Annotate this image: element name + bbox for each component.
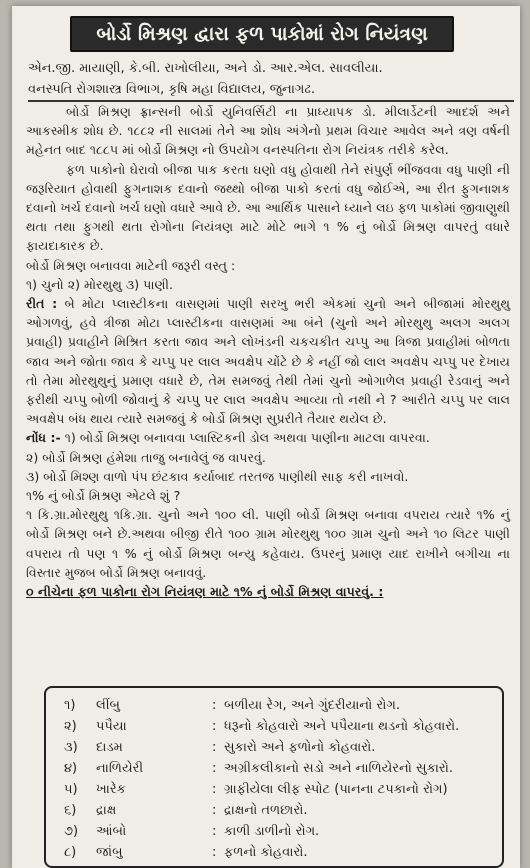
table-row <box>64 801 494 821</box>
fruit-name: આંબો <box>96 824 127 839</box>
fruit-name: પપૈયા <box>96 719 127 734</box>
disease-name: દ્રાક્ષનો તળછારો. <box>224 803 308 818</box>
document-page <box>12 6 520 868</box>
disease-name: બળીયા રેગ, અને ગુંદરીયાનો રોગ. <box>224 698 400 713</box>
author-names: એન.જી. માયાણી, કે.બી. રાખોલીયા, અને ડો. આર.એલ. સાવલીયા. <box>28 61 383 76</box>
row-number: ૬) <box>64 803 77 818</box>
disease-name: ગ્રાફીયેલા લીફ સ્પોટ (પાનના ટપકાનો રોગ) <box>224 782 448 797</box>
separator: : <box>212 740 217 755</box>
separator: : <box>212 845 217 860</box>
answer-paragraph: ૧ કિ.ગ્રા.મોરથુથુ ૧કિ.ગ્રા. ચુનો અને ૧૦૦ લી. પાણી બોર્ડો મિશ્રણ બનાવા વપરાય ત્યારે ૧% નું બોર્ડો મિશ્રણ બને છે.અથવા બીજી રીતે ૧૦૦ ગ્રામ મોરથુથુ ૧૦૦ ગ્રામ ચુનો અને ૧૦ લિટર પાણી વપરાય તો પણ ૧ % નું બોર્ડો મિશ્રણ બન્યુ કહેવાય. ઉપરનું પ્રમાણ યાદ રાખીને બગીચા ના વિસ્તાર મુજબ બોર્ડો મિશ્રણ બનાવવું. <box>26 507 511 580</box>
method-paragraph <box>26 294 510 428</box>
note-label: નોંધ :- <box>26 430 61 446</box>
intro-paragraph: બોર્ડો મિશ્રણ ફ્રાન્સની બોર્ડો યુનિવર્સિટી ના પ્રાધ્યાપક ડો. મીલાર્ડેટની આદર્શ અને આકસ્મીક શોધ છે. ૧૮૮૨ ની સાલમાં તેને આ શોધ અંગેનો પ્રથમ વિચાર આવેલ અને ત્રણ વર્ષની મહેનત બાદ ૧૮૮૫ માં બોર્ડો મિશ્રણ નો ઉપયોગ વનસ્પતિના રોગ નિયંત્રક તરીકે કરેલ. <box>26 104 510 158</box>
separator: : <box>212 803 217 818</box>
disease-name: ધરૂનો કોહવારો અને પપૈયાના થડનો કોહવારો. <box>224 719 460 734</box>
fruit-name: દાડમ <box>96 740 123 755</box>
requirements-list: ૧) ચુનો ૨) મોરથુથુ ૩) પાણી. <box>26 276 174 292</box>
separator: : <box>212 782 217 797</box>
row-number: ૩) <box>64 740 78 755</box>
fruit-name: નાળિયેરી <box>96 761 144 776</box>
fruit-name: જાંબુ <box>96 845 123 860</box>
fruit-disease-table <box>44 686 504 868</box>
economics-paragraph: ફળ પાકોનો ઘેરાવો બીજા પાક કરતા ઘણો વધુ હોવાથી તેને સંપુર્ણ ભીંજવવા વધુ પાણી ની જરૂરિયાત હોવાથી ફુગનાશક દવાનો જથ્થો બીજા પાકો કરતાં વધુ જોઈએ, આ રીત ફુગનાશક દવાનો ખર્ચ દવાનો ખર્ચ ઘણો વધારે આવે છે. આ આર્થિક પાસાને ધ્યાને લઇ ફળ પાકોમાં જીવાણુથી થતા તથા ફુગથી થતા રોગોના નિયંત્રણ માટે મોટે ભાગે ૧ % નું બોર્ડો મિશ્રણ વાપરતું વધારે ફાયદાકારક છે. <box>26 161 510 254</box>
table-row <box>64 759 494 779</box>
separator: : <box>212 719 217 734</box>
table-row <box>64 696 494 716</box>
note-3: ૩) બોર્ડો મિશ્ણ વાળો પંપ છંટકાવ કર્યાબાદ તરતજ પાણીથી સાફ કરી નાખવો. <box>26 468 409 484</box>
table-row <box>64 843 494 863</box>
article-body <box>26 102 510 601</box>
table-row <box>64 717 494 737</box>
author-block <box>28 58 518 100</box>
row-number: ૮) <box>64 845 77 860</box>
note-1 <box>26 428 510 447</box>
row-number: ૪) <box>64 761 78 776</box>
requirements-heading: બોર્ડો મિશ્રણ બનાવવા માટેની જરૂરી વસ્તુ : <box>26 257 236 273</box>
method-text: બે મોટા પ્લાસ્ટીકના વાસણમાં પાણી સરખુ ભરી એકમાં ચુનો અને બીજામાં મોરથુથુ ઓગળવું, હવે ત્રીજા મોટા પ્લાસ્ટીકના વાસણમાં આ બંને (ચુનો અને મોરથુથુ અલગ અલગ પ્રવાહી) પ્રવાહીને મિશ્રિત કરતા જાવ અને લોખંડની ચકચકીત ચપ્પુ આ ત્રિજા પ્રવાહીમાં બોળતા જાવ અને જોતા જાવ કે ચપ્પુ પર લાલ અવક્ષેપ ચોંટે છે કે નહીં જો લાલ અવક્ષેપ ચપ્પુ પર દેખાય તો તેમા મોરથુથુનું પ્રમાણ વધારે છે, તેમ સમજવું તેથી તેમાં ચુનો ઓગાળેલ પ્રવાહી રેડવાનું અને ફરીથી ચપ્પુ બોળી જોવાનું કે ચપ્પુ પર લાલ અવક્ષેપ આવ્યા તો નથી ને ? આરીતે ચપ્પુ પર લાલ અવક્ષેપ બંધ થાય ત્યારે સમજવું કે બોર્ડો મિશ્રણ સુપ્રરીતે તૈયાર થયેલ છે. <box>26 296 510 427</box>
separator: : <box>212 824 217 839</box>
table-row <box>64 822 494 842</box>
disease-name: કાળી ડાળીનો રોગ. <box>224 824 320 839</box>
fruit-name: લીંબુ <box>96 698 120 713</box>
fruit-name: દ્રાક્ષ <box>96 803 117 818</box>
separator: : <box>212 761 217 776</box>
note-1-text: ૧) બોર્ડો મિશ્રણ બનાવવા પ્લાસ્ટિકની ડોલ અથવા પાણીના માટલા વાપરવા. <box>64 430 430 446</box>
disease-name: સુકારો અને ફળોનો કોહવારો. <box>224 740 376 755</box>
method-label: રીત : <box>26 296 58 312</box>
separator: : <box>212 698 217 713</box>
list-heading: ૦ નીચેના ફળ પાકોના રોગ નિયંત્રણ માટે ૧% નું બોર્ડો મિશ્રણ વાપરવું. : <box>26 584 384 600</box>
table-row <box>64 738 494 758</box>
row-number: ૧) <box>64 698 76 713</box>
row-number: ૨) <box>64 719 77 734</box>
department-name: વનસ્પતિ રોગશાસ્ત્ર વિભાગ, કૃષિ મહા વિદ્યાલય, જુનાગઢ. <box>28 82 316 97</box>
table-row <box>64 780 494 800</box>
fruit-name: ખારેક <box>96 782 126 797</box>
disease-name: ફળનો કોહવારો. <box>224 845 308 860</box>
row-number: ૭) <box>64 824 79 839</box>
disease-name: અગ્રીકલીકાનો સડો અને નાળિયેરનો સુકારો. <box>224 761 454 776</box>
question-heading: ૧% નું બોર્ડો મિશ્રણ એટલે શું ? <box>26 488 181 504</box>
note-2: ૨) બોર્ડો મિશ્રણ હંમેશા તાજુ બનાવેલું જ વાપરવું. <box>26 449 266 465</box>
article-title: બોર્ડો મિશ્રણ દ્વારા ફળ પાકોમાં રોગ નિયંત્રણ <box>70 16 454 52</box>
row-number: ૫) <box>64 782 78 797</box>
